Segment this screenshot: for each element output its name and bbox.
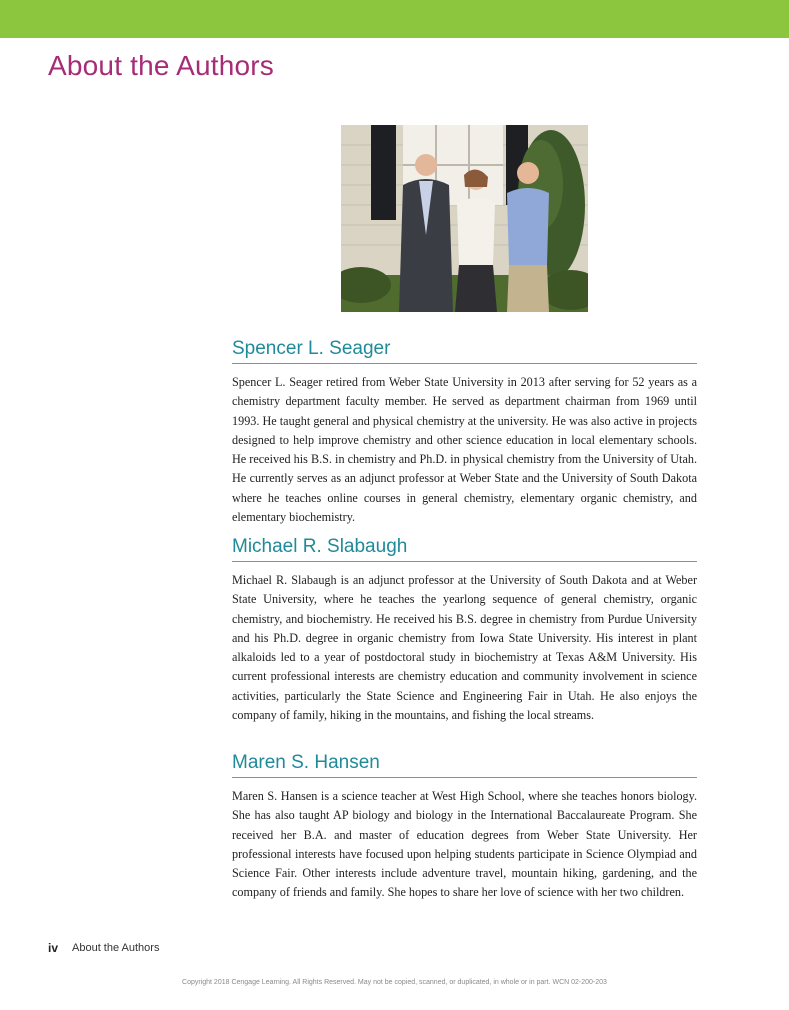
copyright-notice: Copyright 2018 Cengage Learning. All Rights Reserved. May not be copied, scanned, or duplicated, in whole or in part. WCN 02-200-203 [182,979,607,986]
author-name-heading: Michael R. Slabaugh [232,536,697,562]
author-name-heading: Spencer L. Seager [232,338,697,364]
author-section-hansen [232,752,697,903]
author-bio: Michael R. Slabaugh is an adjunct professor at the University of South Dakota and at Weber State University, where he teaches the yearlong sequence of general chemistry, organic chemistry, and biochemistry. He received his B.S. degree in chemistry from Purdue University and his Ph.D. degree in organic chemistry from Iowa State University. His interest in plant alkaloids led to a year of postdoctoral study in biochemistry at Texas A&M University. His current professional interests are chemistry education and community involvement in science activities, particularly the State Science and Engineering Fair in Utah. He also enjoys the company of family, hiking in the mountains, and fishing the local streams. [232,573,697,723]
author-bio: Maren S. Hansen is a science teacher at West High School, where she teaches honors biology. She has also taught AP biology and biology in the International Baccalaureate Program. She received her B.A. and master of education degrees from Weber State University. Her professional interests have focused upon helping students participate in Science Olympiad and Science Fair. Other interests include adventure travel, mountain hiking, gardening, and the company of friends and family. She hopes to share her love of science with her two children. [232,789,697,900]
running-footer-label: About the Authors [72,942,160,954]
author-section-seager [232,338,697,527]
author-photo [341,125,588,312]
author-name-heading: Maren S. Hansen [232,752,697,778]
author-photo-illustration [341,125,588,312]
top-accent-bar [0,0,789,38]
page-title: About the Authors [48,50,275,81]
author-section-slabaugh [232,536,697,725]
author-bio: Spencer L. Seager retired from Weber State University in 2013 after serving for 52 years as a chemistry department faculty member. He served as department chairman from 1969 until 1993. He taught general and physical chemistry at the university. He was also active in projects designed to help improve chemistry and other science education in local elementary schools. He received his B.S. in chemistry and Ph.D. in physical chemistry from the University of Utah. He currently serves as an adjunct professor at Weber State and the University of South Dakota where he teaches online courses in general chemistry, elementary organic chemistry, and elementary biochemistry. [232,375,697,525]
page-number: iv [48,941,59,955]
